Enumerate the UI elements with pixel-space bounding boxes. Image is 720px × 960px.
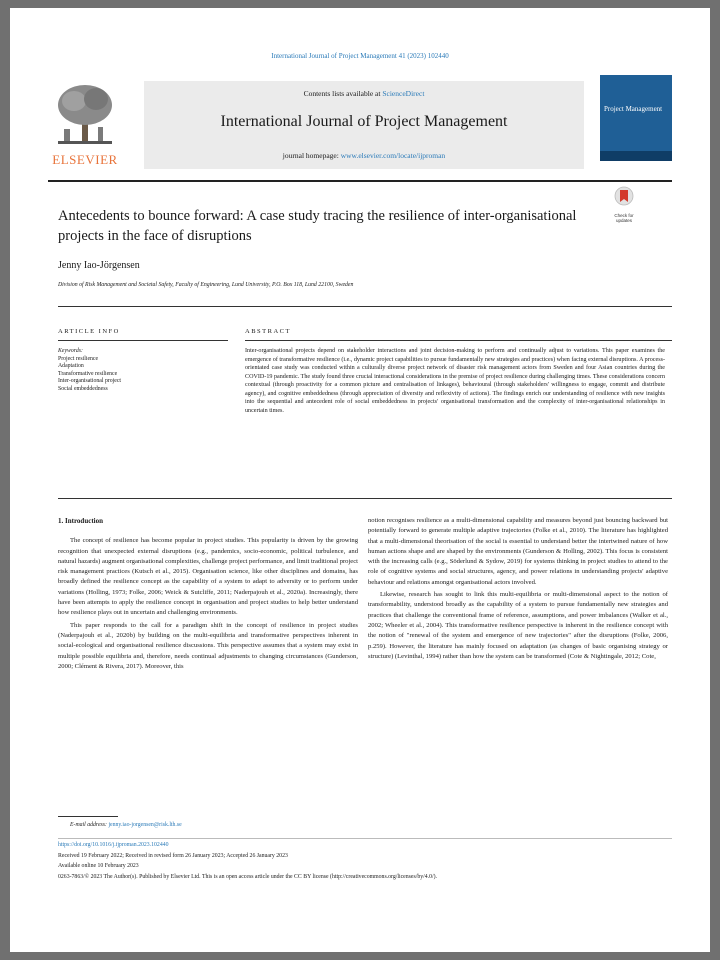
cover-title: Project Management [604, 105, 663, 113]
keyword-item: Inter-organisational project [58, 378, 122, 385]
homepage-link[interactable]: www.elsevier.com/locate/ijproman [340, 151, 446, 160]
author-affiliation: Division of Risk Management and Societal Safety, Faculty of Engineering, Lund University, P.O. Box 118, Lund 22100, Sweden [58, 282, 354, 288]
abstract-heading: ABSTRACT [245, 328, 291, 335]
contents-prefix: Contents lists available at [303, 89, 383, 98]
journal-title: International Journal of Project Management [220, 113, 508, 130]
cover-strip [600, 151, 672, 161]
keyword-item: Adaptation [58, 363, 84, 370]
body-column-left [58, 516, 358, 672]
doi-link[interactable]: https://doi.org/10.1016/j.ijproman.2023.102440 [58, 842, 169, 848]
elsevier-logo[interactable] [48, 81, 122, 169]
email-label: E-mail address: [70, 822, 107, 828]
keyword-item: Transformative resilience [58, 370, 118, 377]
article-title: Antecedents to bounce forward: A case study tracing the resilience of inter-organisational projects in the face of disruptions [58, 208, 577, 244]
article-info-rule [58, 340, 228, 341]
homepage-line [144, 151, 584, 160]
available-online: Available online 10 February 2023 [58, 863, 139, 869]
header-rule [58, 306, 672, 307]
body-paragraph: notion recognises resilience as a multi-dimensional capability and measures beyond just bouncing backward but potentially forward to generate multiple adaptive trajectories (Folke et al., 2010). The literature has highlighted that a multi-dimensional theorisation of the social is essential to understand better the intertwined nature of how human actions shape and are shaped by the environments (Gunderson & Holling, 2002). This focus is consistent with the increasing calls (e.g., Söderlund & Sydow, 2019) for systems thinking in project studies to attend to the role of cognitive systems and social structures, agency, and power relations in understanding projects' adaptive behaviour and relations amongst organisational actors involved. [368, 517, 668, 586]
keywords-label: Keywords: [58, 348, 83, 354]
body-paragraph: Likewise, research has sought to link this multi-equilibria or multi-dimensional aspect to the notion of transformability, understood broadly as the capability of a system to pursue fundamentally new strategies and practices that challenge the conventional frame of reference, assumptions, and power imbalances (Walker et al., 2002; Wheeler et al., 2004). This transformative resilience perspective is inherent in the resilience concept with the notion of "renewal of the system and emergence of new trajectories" after the disruptions (Folke, 2006, p.259). However, the literature has mainly focused on adaptation (as changes of basic organising strategy or structure) (Levinthal, 1994) rather than how the system can be transformed (Cote & Nightingale, 2012; Cote, [368, 591, 668, 660]
received-dates: Received 19 February 2022; Received in revised form 26 January 2023; Accepted 26 January 2023 [58, 853, 288, 859]
keyword-item: Social embeddedness [58, 385, 108, 392]
abstract-text: Inter-organisational projects depend on stakeholder interactions and joint decision-making to perform and continually adjust to variations. This paper examines the emergence of transformative resilience (i.e., dynamic project capabilities to pursue fundamentally new strategies and practices) when facing external disruptions. A process-orientated case study was conducted within a culturally diverse project network of disaster risk management actors from Sweden and four Asian countries during the COVID-19 pandemic. The study found three crucial interactional considerations in the premise of project resilience during challenging times. These considerations concern contextual (through proactivity for a common picture and centralisation of linkages), behavioural (through stakeholders' willingness to engage, commit and distribute agency), and cognitive embeddedness (through appreciation of diversity and reflexivity of actions). The findings enrich our understanding of resilience with new insights into the sequential and antecedent role of social embeddedness in projects' organisational transformation and the complexity of inter-organisational relationships in uncertain times. [245, 348, 665, 414]
sciencedirect-link[interactable]: ScienceDirect [382, 89, 425, 98]
author-name[interactable]: Jenny Iao-Jörgensen [58, 260, 140, 271]
body-paragraph: The concept of resilience has become popular in project studies. This popularity is driven by the growing recognition that unexpected external disruptions (e.g., pandemics, socio-economic, political turbulence, and natural hazards) augment organisational complexities, challenge project performance, and limit traditional project risk management practices (Kutsch et al., 2015). Organisation science, like other disciplines and domains, has broadly defined the resilience concept as the capability of a system to adapt to adversity or to perform under variations (Holling, 1973; Folke, 2006; Weick & Sutcliffe, 2011; Naderpajouh et al., 2020a). Increasingly, there have been attempts to apply the resilience concept in organisation and project studies to help better understand how resilience plays out in uncertain and challenging environments. [58, 537, 358, 617]
paper-page [10, 8, 710, 952]
running-head[interactable]: International Journal of Project Management 41 (2023) 102440 [271, 52, 449, 60]
abstract-rule [245, 340, 672, 341]
footnote-rule [58, 816, 118, 817]
email-link[interactable]: jenny.iao-jorgensen@risk.lth.se [108, 822, 182, 828]
elsevier-tree-icon [54, 81, 116, 149]
homepage-prefix: journal homepage: [282, 151, 341, 160]
masthead [48, 75, 672, 173]
check-updates-icon [614, 186, 634, 208]
check-updates-badge[interactable] [608, 186, 640, 223]
footnote-divider [58, 838, 672, 839]
journal-cover[interactable] [600, 75, 672, 161]
body-paragraph: This paper responds to the call for a paradigm shift in the concept of resilience in project studies (Naderpajouh et al., 2020b) by building on the multi-equilibria and transformative perspectives inherent in social-ecological and organisational resilience discussions. This perspective assumes that a system may exist in multiple possible equilibria and, therefore, needs continual adjustments to changing circumstances (Gunderson, 2000; Clément & Rivera, 2017). Moreover, this [58, 621, 358, 670]
check-updates-label: Check for updates [614, 213, 634, 223]
section-heading-introduction: 1. Introduction [58, 517, 103, 525]
masthead-rule [48, 180, 672, 182]
body-column-right [368, 516, 668, 662]
elsevier-wordmark: ELSEVIER [52, 152, 118, 167]
keywords-block [58, 348, 228, 394]
article-info-heading: ARTICLE INFO [58, 328, 120, 335]
keyword-item: Project resilience [58, 355, 99, 362]
email-footnote [70, 822, 690, 829]
contents-line [144, 89, 584, 98]
abstract-end-rule [58, 498, 672, 499]
license-statement[interactable]: 0263-7863/© 2023 The Author(s). Published by Elsevier Ltd. This is an open access article under the CC BY license (http://creativecommons.org/licenses/by/4.0/). [58, 874, 437, 880]
